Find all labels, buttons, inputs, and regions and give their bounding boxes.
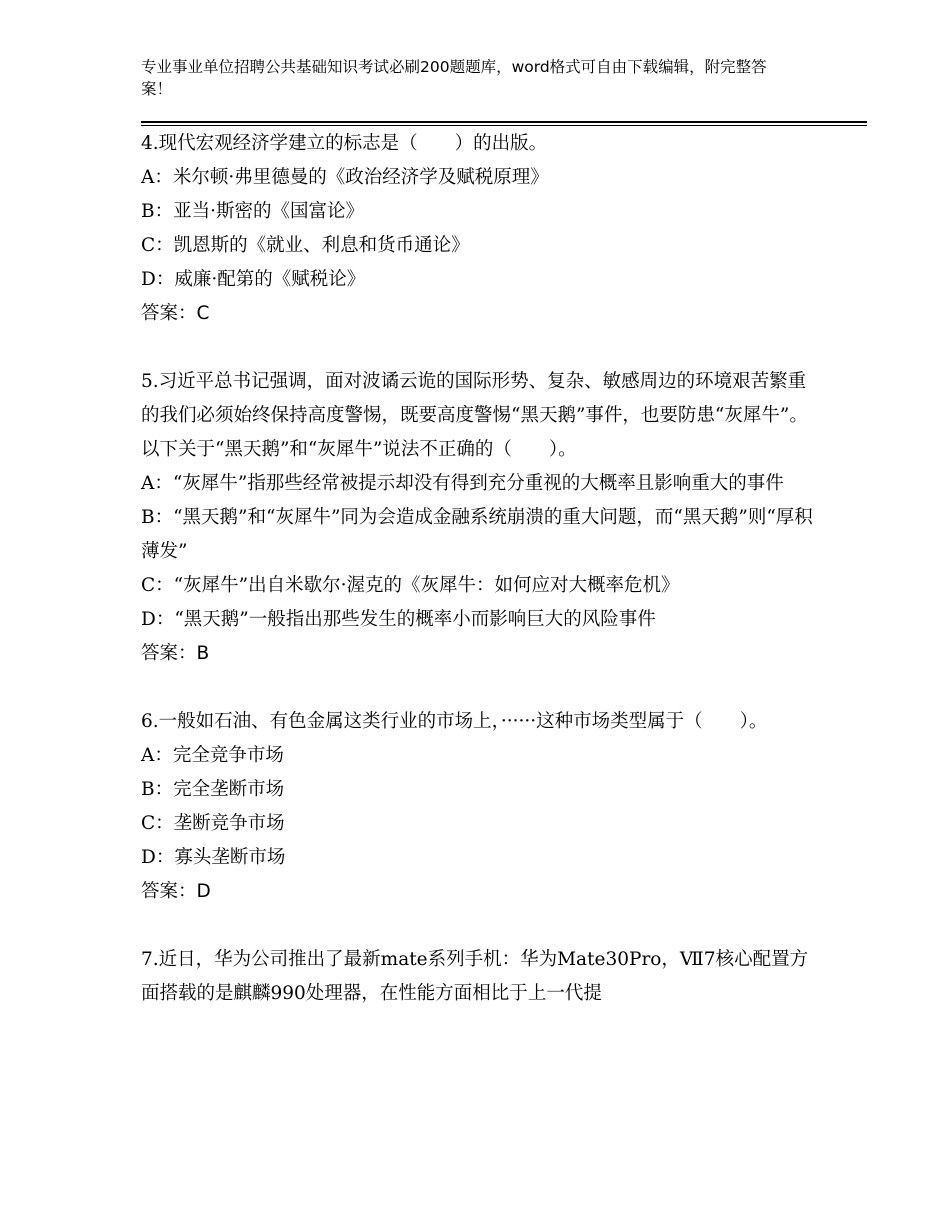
header-rule (141, 121, 867, 123)
question-stem: 7.近日，华为公司推出了最新mate系列手机：华为Mate30Pro，Ⅶ7核心配置方面搭载的是麒麟990处理器，在性能方面相比于上一代提 (141, 949, 809, 1004)
question-6 (141, 705, 821, 909)
option-c: C：“灰犀牛”出自米歇尔·渥克的《灰犀牛：如何应对大概率危机》 (141, 575, 680, 596)
question-list (141, 127, 821, 1011)
option-d: D：“黑天鹅”一般指出那些发生的概率小而影响巨大的风险事件 (141, 609, 656, 630)
option-b: B：亚当·斯密的《国富论》 (141, 201, 364, 222)
page-header: 专业事业单位招聘公共基础知识考试必刷200题题库，word格式可自由下载编辑，附完整答案！ (141, 58, 767, 98)
question-stem: 5.习近平总书记强调，面对波谲云诡的国际形势、复杂、敏感周边的环境艰苦繁重的我们必须始终保持高度警惕，既要高度警惕“黑天鹅”事件，也要防患“灰犀牛”。以下关于“黑天鹅”和“灰犀牛”说法不正确的（ ）。 (141, 371, 808, 460)
answer-label: 答案：C (141, 303, 210, 324)
option-a: A：“灰犀牛”指那些经常被提示却没有得到充分重视的大概率且影响重大的事件 (141, 473, 784, 494)
question-5 (141, 365, 821, 671)
answer-label: 答案：B (141, 643, 210, 664)
question-stem: 4.现代宏观经济学建立的标志是（ ）的出版。 (141, 133, 548, 154)
option-a: A：米尔顿·弗里德曼的《政治经济学及赋税原理》 (141, 167, 549, 188)
option-b: B：“黑天鹅”和“灰犀牛”同为会造成金融系统崩溃的重大问题，而“黑天鹅”则“厚积薄发” (141, 507, 813, 562)
answer-label: 答案：D (141, 881, 211, 902)
option-c: C：凯恩斯的《就业、利息和货币通论》 (141, 235, 470, 256)
header-rule-thin (141, 125, 867, 126)
option-a: A：完全竞争市场 (141, 745, 284, 766)
option-b: B：完全垄断市场 (141, 779, 285, 800)
option-d: D：寡头垄断市场 (141, 847, 286, 868)
option-c: C：垄断竞争市场 (141, 813, 285, 834)
option-d: D：威廉·配第的《赋税论》 (141, 269, 366, 290)
question-7 (141, 943, 821, 1011)
question-stem: 6.一般如石油、有色金属这类行业的市场上，······这种市场类型属于（ ）。 (141, 711, 768, 732)
question-4 (141, 127, 821, 331)
